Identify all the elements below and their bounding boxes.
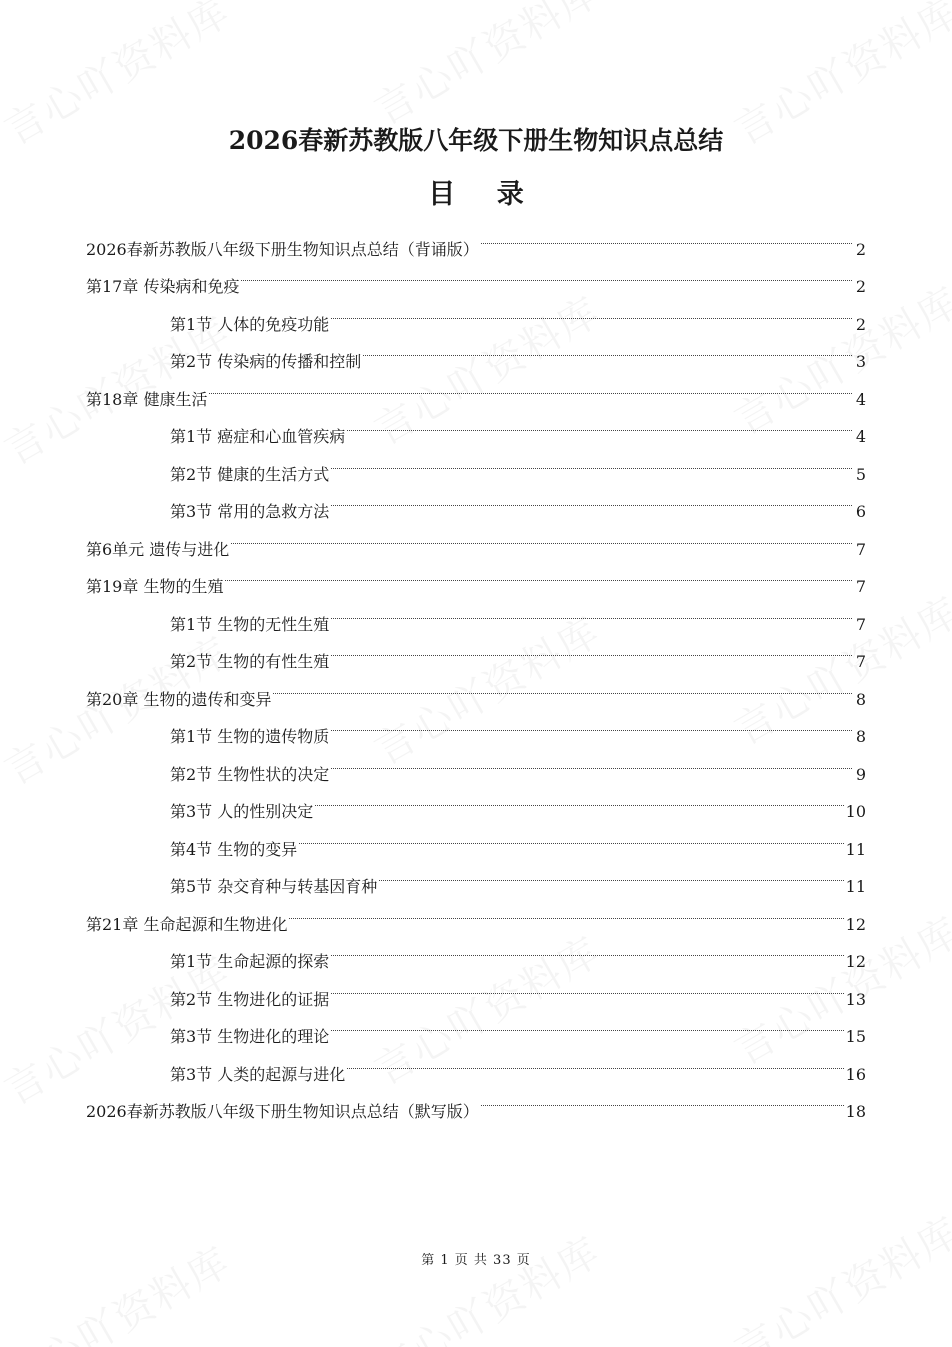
toc-dot-leader (379, 855, 843, 893)
toc-entry-title: 第2节 健康的生活方式 (170, 464, 330, 484)
toc-dot-leader (331, 742, 852, 780)
page-footer: 第 1 页 共 33 页 (421, 1253, 531, 1268)
toc-entry-page-number: 13 (845, 989, 866, 1009)
toc-dot-leader (331, 1005, 843, 1043)
toc-entry-title: 第3节 人类的起源与进化 (170, 1064, 346, 1084)
toc-entry-page-number: 7 (855, 652, 866, 671)
toc-entry-title: 第2节 生物性状的决定 (170, 764, 330, 784)
toc-entry-title: 第19章 生物的生殖 (86, 577, 224, 596)
toc-entry-page-number: 11 (845, 877, 866, 896)
toc-entry-page-number: 12 (845, 952, 866, 971)
toc-entry-title: 第1节 人体的免疫功能 (170, 314, 330, 334)
toc-entry-title: 第3节 生物进化的理论 (170, 1027, 330, 1046)
toc-entry-page-number: 18 (845, 1102, 866, 1121)
toc-dot-leader (331, 705, 852, 743)
toc-entry-title: 第18章 健康生活 (86, 389, 208, 409)
toc-dot-leader (315, 780, 843, 818)
toc-entry-page-number: 8 (855, 727, 866, 746)
toc-entry-page-number: 6 (855, 502, 866, 521)
toc-entry-title: 第3节 人的性别决定 (170, 802, 314, 821)
toc-dot-leader (331, 592, 852, 630)
toc-entry-title: 第2节 传染病的传播和控制 (170, 352, 362, 371)
toc-dot-leader (241, 255, 852, 293)
toc-entry-page-number: 7 (855, 614, 866, 634)
toc-entry-page-number: 5 (855, 464, 866, 484)
toc-dot-leader (331, 442, 852, 480)
toc-dot-leader (299, 817, 843, 855)
toc-entry-title: 第1节 生命起源的探索 (170, 952, 330, 971)
toc-entry-page-number: 2 (855, 239, 866, 259)
toc-entry-title: 第21章 生命起源和生物进化 (86, 914, 288, 934)
toc-entry[interactable] (86, 217, 866, 259)
toc-dot-leader (331, 630, 852, 668)
toc-entry-title: 第6单元 遗传与进化 (86, 539, 230, 559)
toc-entry-page-number: 2 (855, 314, 866, 334)
toc-entry-page-number: 10 (845, 802, 866, 821)
toc-entry-page-number: 12 (845, 914, 866, 934)
toc-dot-leader (331, 292, 852, 330)
toc-entry-page-number: 3 (855, 352, 866, 371)
document-title: 2026春新苏教版八年级下册生物知识点总结 (228, 126, 724, 155)
toc-dot-leader (289, 892, 843, 930)
toc-dot-leader (347, 1042, 843, 1080)
table-of-contents (86, 217, 866, 1121)
toc-dot-leader (481, 217, 852, 255)
toc-entry-page-number: 7 (855, 577, 866, 596)
toc-dot-leader (331, 930, 843, 968)
toc-entry-title: 第2节 生物的有性生殖 (170, 652, 330, 671)
toc-dot-leader (209, 367, 852, 405)
toc-entry-title: 第3节 常用的急救方法 (170, 502, 330, 521)
toc-entry-title: 第4节 生物的变异 (170, 839, 298, 859)
toc-dot-leader (331, 967, 843, 1005)
toc-entry-title: 第5节 杂交育种与转基因育种 (170, 877, 378, 896)
toc-entry-title: 第17章 传染病和免疫 (86, 277, 240, 296)
toc-heading: 目 录 (428, 179, 540, 210)
toc-entry-title: 第2节 生物进化的证据 (170, 989, 330, 1009)
toc-entry-page-number: 4 (855, 427, 866, 446)
toc-entry-page-number: 8 (855, 689, 866, 709)
toc-entry-title: 第1节 癌症和心血管疾病 (170, 427, 346, 446)
toc-dot-leader (481, 1080, 844, 1118)
toc-dot-leader (231, 517, 852, 555)
toc-entry-title: 2026春新苏教版八年级下册生物知识点总结（默写版） (86, 1102, 479, 1121)
toc-entry-title: 第20章 生物的遗传和变异 (86, 689, 272, 709)
toc-entry-title: 第1节 生物的遗传物质 (170, 727, 330, 746)
toc-entry-page-number: 16 (845, 1064, 866, 1084)
toc-entry-page-number: 15 (845, 1027, 866, 1046)
toc-entry-page-number: 4 (855, 389, 866, 409)
toc-dot-leader (347, 405, 852, 443)
toc-dot-leader (331, 480, 852, 518)
toc-entry-title: 第1节 生物的无性生殖 (170, 614, 330, 634)
toc-dot-leader (225, 555, 852, 593)
toc-dot-leader (363, 330, 852, 368)
toc-entry-page-number: 9 (855, 764, 866, 784)
toc-entry-page-number: 11 (845, 839, 866, 859)
toc-dot-leader (273, 667, 852, 705)
toc-entry-page-number: 7 (855, 539, 866, 559)
toc-entry-page-number: 2 (855, 277, 866, 296)
toc-entry-title: 2026春新苏教版八年级下册生物知识点总结（背诵版） (86, 239, 479, 259)
